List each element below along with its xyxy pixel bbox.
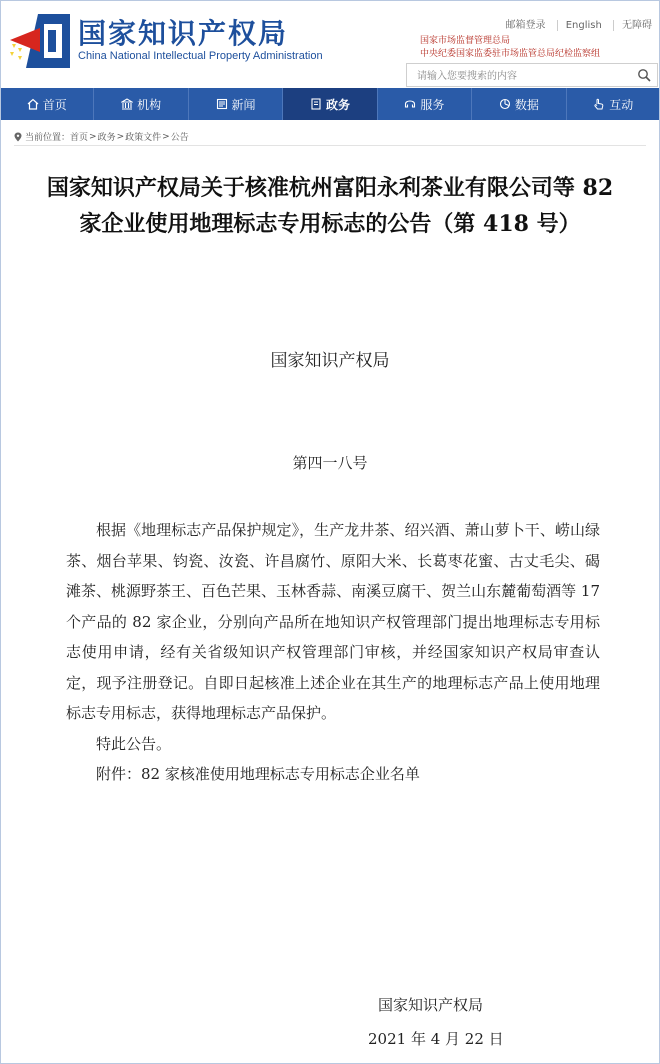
breadcrumb-separator: > — [162, 131, 170, 142]
org-link-discipline[interactable]: 中央纪委国家监委驻市场监管总局纪检监察组 — [420, 49, 601, 59]
service-icon — [404, 98, 416, 110]
document-title: 国家知识产权局关于核准杭州富阳永利茶业有限公司等 82 家企业使用地理标志专用标志的公告（第 418 号） — [46, 175, 614, 237]
nav-item-organization[interactable] — [94, 88, 188, 120]
logo-title-cn[interactable]: 国家知识产权局 — [78, 17, 289, 50]
cnipa-logo-icon[interactable] — [4, 10, 74, 72]
search-icon[interactable] — [637, 68, 651, 82]
nav-item-home[interactable] — [0, 88, 94, 120]
breadcrumb-home[interactable]: 首页 — [70, 133, 89, 143]
breadcrumb-policy-documents[interactable]: 政策文件 — [125, 133, 162, 143]
breadcrumb-announcement[interactable]: 公告 — [170, 133, 189, 143]
main-nav — [0, 88, 660, 120]
breadcrumb-prefix: 当前位置： — [25, 133, 71, 143]
nav-item-services[interactable] — [378, 88, 472, 120]
search-box — [406, 63, 658, 87]
search-input[interactable] — [407, 66, 627, 88]
body-paragraph: 根据《地理标志产品保护规定》，生产龙井茶、绍兴酒、萧山萝卜干、崂山绿茶、烟台苹果、钧瓷、汝瓷、许昌腐竹、原阳大米、长葛枣花蜜、古丈毛尖、碣滩茶、桃源野茶王、百色芒果、玉林香蒜、南溪豆腐干、贺兰山东麓葡萄酒等 17 个产品的 82 家企业，分别向产品所在地知识产权管理部门提出地理标志专用标志使用申请，经有关省级知识产权管理部门审核，并经国家知识产权局审查认定，现予注册登记。自即日起核准上述企业在其生产的地理标志产品上使用地理标志专用标志，获得地理标志产品保护。 — [66, 521, 600, 722]
chart-icon — [499, 98, 511, 110]
attachment-line: 附件：82 家核准使用地理标志专用标志企业名单 — [96, 765, 420, 783]
nav-item-data[interactable] — [472, 88, 566, 120]
nav-label: 数据 — [514, 97, 539, 112]
logo-title-en[interactable]: China National Intellectual Property Administration — [78, 50, 323, 62]
nav-item-government-affairs[interactable] — [283, 88, 377, 120]
nav-item-interaction[interactable] — [567, 88, 660, 120]
breadcrumb-government-affairs[interactable]: 政务 — [97, 133, 116, 143]
accessibility-link[interactable]: 无障碍 — [613, 20, 660, 31]
org-link-samr[interactable]: 国家市场监督管理总局 — [420, 36, 511, 46]
english-link[interactable]: English — [557, 20, 610, 31]
home-icon — [27, 98, 39, 110]
nav-label: 机构 — [137, 97, 162, 112]
breadcrumb-separator: > — [116, 131, 125, 142]
document-issuer: 国家知识产权局 — [270, 351, 390, 371]
signature-org: 国家知识产权局 — [378, 996, 484, 1014]
document-icon — [310, 98, 322, 110]
breadcrumb-divider — [14, 145, 646, 146]
nav-label: 首页 — [42, 97, 67, 112]
document-number: 第四一八号 — [292, 454, 368, 472]
location-pin-icon — [14, 132, 22, 142]
breadcrumb — [14, 130, 189, 143]
newspaper-icon — [216, 98, 228, 110]
closing-statement: 特此公告。 — [96, 734, 172, 753]
nav-label: 新闻 — [231, 97, 256, 112]
nav-item-news[interactable] — [189, 88, 283, 120]
nav-label: 政务 — [325, 97, 350, 112]
hand-icon — [593, 98, 605, 110]
nav-label: 服务 — [420, 97, 445, 112]
building-icon — [121, 98, 133, 110]
signature-date: 2021 年 4 月 22 日 — [368, 1030, 504, 1048]
breadcrumb-separator: > — [89, 131, 97, 142]
document-body — [66, 515, 600, 790]
nav-label: 互动 — [609, 97, 634, 112]
email-login-link[interactable]: 邮箱登录 — [505, 20, 546, 31]
site-header — [0, 0, 660, 88]
top-links — [498, 16, 660, 31]
